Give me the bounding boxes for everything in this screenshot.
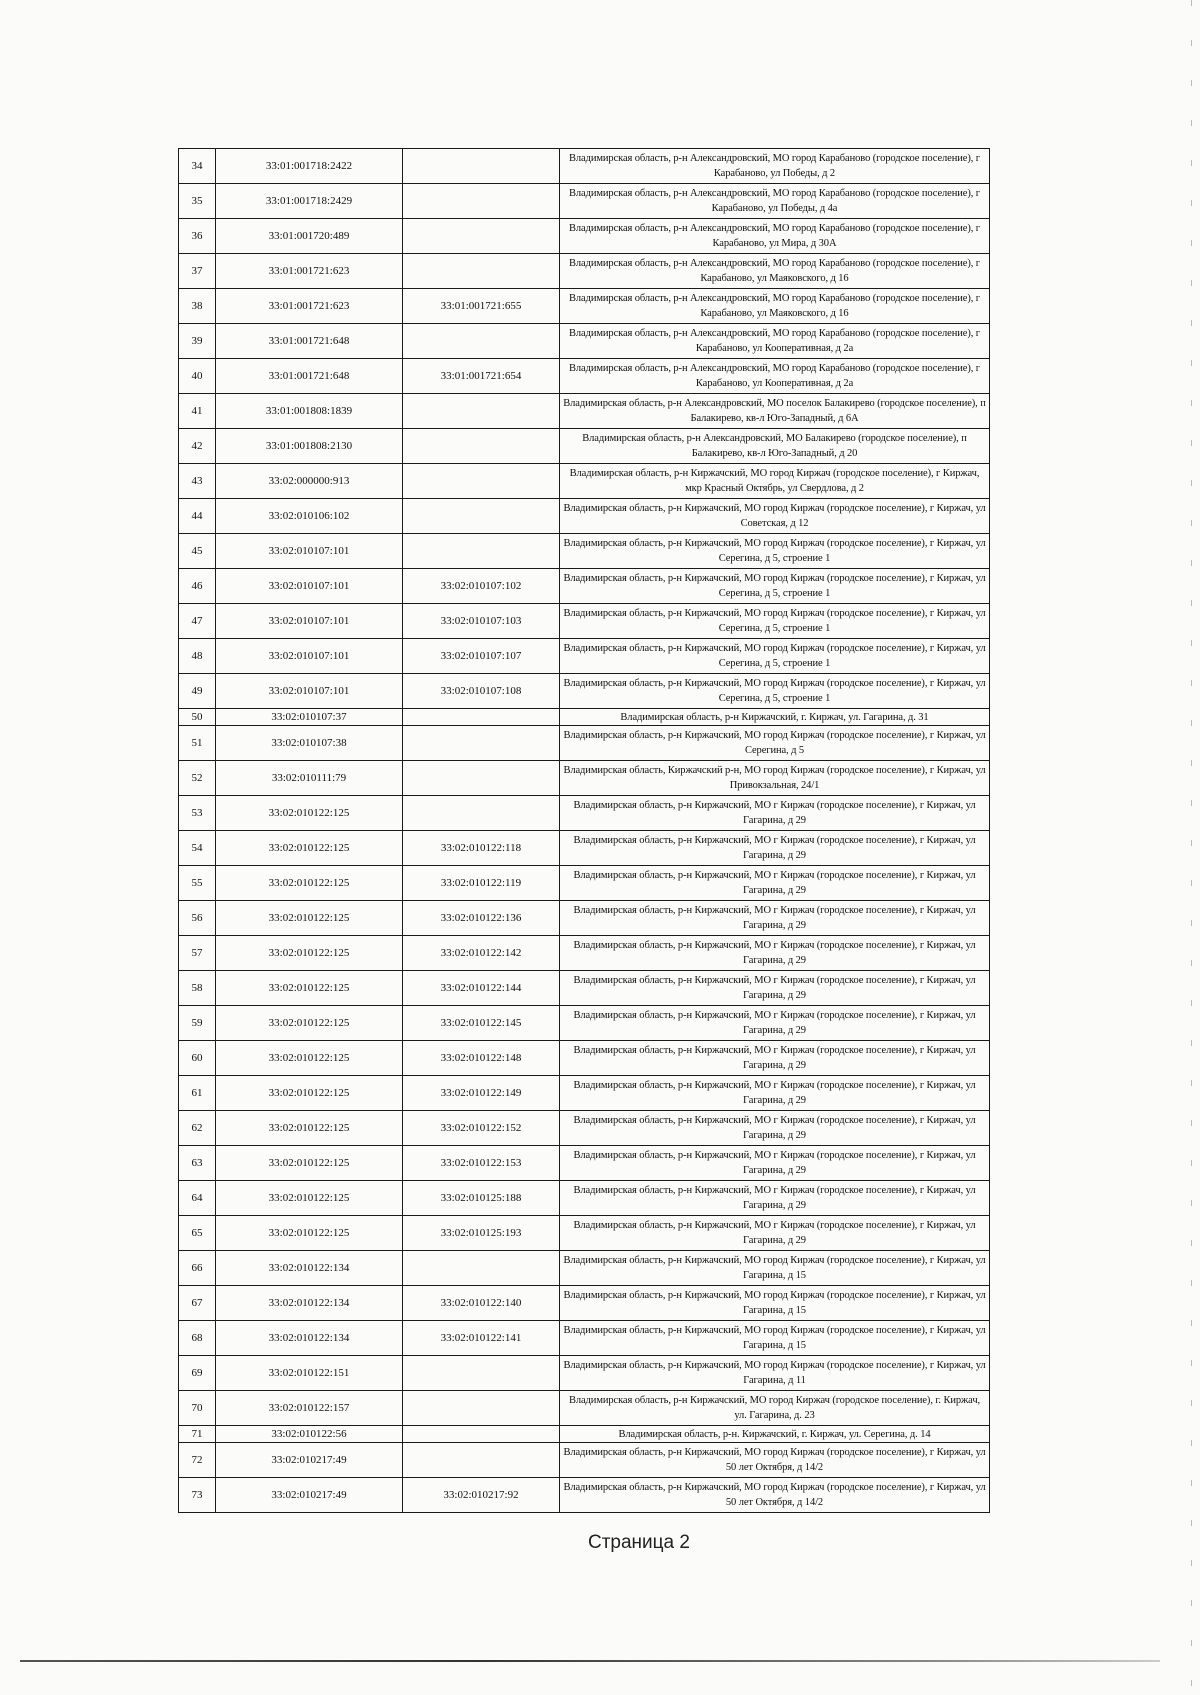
address-cell: Владимирская область, р-н Киржачский, МО город Киржач (городское поселение), г Киржач, ул 50 лет Октября, д 14/2 <box>560 1443 990 1478</box>
related-cadastral-number <box>403 1443 560 1478</box>
cadastral-number: 33:02:010111:79 <box>216 761 403 796</box>
row-number: 48 <box>179 639 216 674</box>
table-row <box>179 866 990 901</box>
row-number: 38 <box>179 289 216 324</box>
related-cadastral-number: 33:02:010125:193 <box>403 1216 560 1251</box>
address-cell: Владимирская область, р-н Киржачский, г. Киржач, ул. Гагарина, д. 31 <box>560 709 990 726</box>
cadastral-number: 33:01:001808:1839 <box>216 394 403 429</box>
table-row <box>179 709 990 726</box>
address-cell: Владимирская область, р-н Киржачский, МО город Киржач (городское поселение), г Киржач, ул 50 лет Октября, д 14/2 <box>560 1478 990 1513</box>
cadastral-number: 33:02:010122:125 <box>216 901 403 936</box>
row-number: 47 <box>179 604 216 639</box>
related-cadastral-number <box>403 254 560 289</box>
row-number: 70 <box>179 1391 216 1426</box>
property-table <box>178 148 990 1513</box>
related-cadastral-number <box>403 394 560 429</box>
table-row <box>179 1321 990 1356</box>
row-number: 67 <box>179 1286 216 1321</box>
related-cadastral-number: 33:01:001721:655 <box>403 289 560 324</box>
address-cell: Владимирская область, р-н Александровский, МО город Карабаново (городское поселение), г Карабаново, ул Кооперативная, д 2а <box>560 359 990 394</box>
table-row <box>179 901 990 936</box>
related-cadastral-number <box>403 184 560 219</box>
table-row <box>179 936 990 971</box>
cadastral-number: 33:02:010122:125 <box>216 831 403 866</box>
related-cadastral-number: 33:02:010125:188 <box>403 1181 560 1216</box>
address-cell: Владимирская область, р-н Киржачский, МО г Киржач (городское поселение), г Киржач, ул Гагарина, д 29 <box>560 1181 990 1216</box>
row-number: 56 <box>179 901 216 936</box>
table-row <box>179 1356 990 1391</box>
related-cadastral-number: 33:02:010122:142 <box>403 936 560 971</box>
row-number: 39 <box>179 324 216 359</box>
table-row <box>179 639 990 674</box>
related-cadastral-number <box>403 429 560 464</box>
row-number: 50 <box>179 709 216 726</box>
row-number: 49 <box>179 674 216 709</box>
address-cell: Владимирская область, р-н Киржачский, МО город Киржач (городское поселение), г Киржач, ул Гагарина, д 11 <box>560 1356 990 1391</box>
address-cell: Владимирская область, р-н Александровский, МО поселок Балакирево (городское поселение), п Балакирево, кв-л Юго-Западный, д 6А <box>560 394 990 429</box>
cadastral-number: 33:02:010122:157 <box>216 1391 403 1426</box>
related-cadastral-number: 33:02:010217:92 <box>403 1478 560 1513</box>
table-row <box>179 796 990 831</box>
row-number: 44 <box>179 499 216 534</box>
table-row <box>179 726 990 761</box>
row-number: 60 <box>179 1041 216 1076</box>
related-cadastral-number <box>403 324 560 359</box>
row-number: 43 <box>179 464 216 499</box>
address-cell: Владимирская область, р-н Киржачский, МО г Киржач (городское поселение), г Киржач, ул Гагарина, д 29 <box>560 971 990 1006</box>
related-cadastral-number: 33:02:010107:107 <box>403 639 560 674</box>
row-number: 57 <box>179 936 216 971</box>
related-cadastral-number <box>403 761 560 796</box>
address-cell: Владимирская область, р-н Киржачский, МО г Киржач (городское поселение), г Киржач, ул Гагарина, д 29 <box>560 1111 990 1146</box>
row-number: 69 <box>179 1356 216 1391</box>
cadastral-number: 33:02:010107:101 <box>216 534 403 569</box>
address-cell: Владимирская область, р-н Киржачский, МО г Киржач (городское поселение), г Киржач, ул Гагарина, д 29 <box>560 936 990 971</box>
related-cadastral-number: 33:02:010122:140 <box>403 1286 560 1321</box>
related-cadastral-number: 33:02:010122:149 <box>403 1076 560 1111</box>
cadastral-number: 33:01:001720:489 <box>216 219 403 254</box>
table-row <box>179 1181 990 1216</box>
cadastral-number: 33:01:001721:648 <box>216 359 403 394</box>
address-cell: Владимирская область, р-н Александровский, МО город Карабаново (городское поселение), г Карабаново, ул Победы, д 4а <box>560 184 990 219</box>
row-number: 37 <box>179 254 216 289</box>
address-cell: Владимирская область, р-н Киржачский, МО город Киржач (городское поселение), г Киржач, мкр Красный Октябрь, ул Свердлова, д 2 <box>560 464 990 499</box>
cadastral-number: 33:02:010122:134 <box>216 1286 403 1321</box>
row-number: 72 <box>179 1443 216 1478</box>
address-cell: Владимирская область, р-н Киржачский, МО город Киржач (городское поселение), г Киржач, ул Гагарина, д 15 <box>560 1251 990 1286</box>
cadastral-number: 33:02:010217:49 <box>216 1443 403 1478</box>
table-row <box>179 499 990 534</box>
row-number: 63 <box>179 1146 216 1181</box>
address-cell: Владимирская область, р-н Киржачский, МО город Киржач (городское поселение), г. Киржач, ул. Гагарина, д. 23 <box>560 1391 990 1426</box>
table-row <box>179 534 990 569</box>
address-cell: Владимирская область, р-н Киржачский, МО город Киржач (городское поселение), г Киржач, ул Гагарина, д 15 <box>560 1286 990 1321</box>
row-number: 68 <box>179 1321 216 1356</box>
cadastral-number: 33:02:010122:125 <box>216 1006 403 1041</box>
related-cadastral-number <box>403 499 560 534</box>
cadastral-number: 33:02:010107:101 <box>216 569 403 604</box>
address-cell: Владимирская область, р-н Киржачский, МО город Киржач (городское поселение), г Киржач, ул Серегина, д 5 <box>560 726 990 761</box>
row-number: 36 <box>179 219 216 254</box>
row-number: 53 <box>179 796 216 831</box>
page-label: Страница 2 <box>588 1532 690 1553</box>
cadastral-number: 33:02:010122:125 <box>216 796 403 831</box>
address-cell: Владимирская область, Киржачский р-н, МО город Киржач (городское поселение), г Киржач, ул Привокзальная, 24/1 <box>560 761 990 796</box>
related-cadastral-number: 33:02:010122:118 <box>403 831 560 866</box>
related-cadastral-number <box>403 1391 560 1426</box>
related-cadastral-number: 33:02:010122:148 <box>403 1041 560 1076</box>
related-cadastral-number: 33:02:010122:145 <box>403 1006 560 1041</box>
address-cell: Владимирская область, р-н Киржачский, МО г Киржач (городское поселение), г Киржач, ул Гагарина, д 29 <box>560 1076 990 1111</box>
address-cell: Владимирская область, р-н Киржачский, МО город Киржач (городское поселение), г Киржач, ул Серегина, д 5, строение 1 <box>560 604 990 639</box>
table-row <box>179 971 990 1006</box>
scan-edge-mark <box>1191 0 1192 1695</box>
address-cell: Владимирская область, р-н Киржачский, МО г Киржач (городское поселение), г Киржач, ул Гагарина, д 29 <box>560 1146 990 1181</box>
row-number: 41 <box>179 394 216 429</box>
cadastral-number: 33:01:001721:648 <box>216 324 403 359</box>
cadastral-number: 33:02:010122:151 <box>216 1356 403 1391</box>
address-cell: Владимирская область, р-н Киржачский, МО город Киржач (городское поселение), г Киржач, ул Серегина, д 5, строение 1 <box>560 639 990 674</box>
table-row <box>179 1286 990 1321</box>
row-number: 35 <box>179 184 216 219</box>
row-number: 45 <box>179 534 216 569</box>
cadastral-number: 33:02:010122:125 <box>216 1041 403 1076</box>
table-row <box>179 219 990 254</box>
cadastral-number: 33:02:010122:125 <box>216 1181 403 1216</box>
related-cadastral-number <box>403 1251 560 1286</box>
cadastral-number: 33:02:010122:125 <box>216 1111 403 1146</box>
row-number: 65 <box>179 1216 216 1251</box>
table-row <box>179 254 990 289</box>
address-cell: Владимирская область, р-н Александровский, МО город Карабаново (городское поселение), г Карабаново, ул Победы, д 2 <box>560 149 990 184</box>
table-row <box>179 761 990 796</box>
cadastral-number: 33:01:001808:2130 <box>216 429 403 464</box>
address-cell: Владимирская область, р-н Киржачский, МО г Киржач (городское поселение), г Киржач, ул Гагарина, д 29 <box>560 866 990 901</box>
cadastral-number: 33:01:001718:2422 <box>216 149 403 184</box>
related-cadastral-number <box>403 534 560 569</box>
related-cadastral-number <box>403 1356 560 1391</box>
table-row <box>179 394 990 429</box>
related-cadastral-number <box>403 796 560 831</box>
related-cadastral-number: 33:01:001721:654 <box>403 359 560 394</box>
table-row <box>179 1426 990 1443</box>
address-cell: Владимирская область, р-н Киржачский, МО г Киржач (городское поселение), г Киржач, ул Гагарина, д 29 <box>560 796 990 831</box>
address-cell: Владимирская область, р-н Киржачский, МО город Киржач (городское поселение), г Киржач, ул Советская, д 12 <box>560 499 990 534</box>
cadastral-number: 33:02:010122:125 <box>216 866 403 901</box>
related-cadastral-number: 33:02:010122:152 <box>403 1111 560 1146</box>
related-cadastral-number <box>403 726 560 761</box>
property-table-body <box>179 149 990 1513</box>
related-cadastral-number: 33:02:010122:144 <box>403 971 560 1006</box>
related-cadastral-number <box>403 1426 560 1443</box>
row-number: 61 <box>179 1076 216 1111</box>
related-cadastral-number: 33:02:010107:108 <box>403 674 560 709</box>
cadastral-number: 33:01:001721:623 <box>216 289 403 324</box>
cadastral-number: 33:02:010122:125 <box>216 936 403 971</box>
address-cell: Владимирская область, р-н Киржачский, МО город Киржач (городское поселение), г Киржач, ул Серегина, д 5, строение 1 <box>560 569 990 604</box>
row-number: 46 <box>179 569 216 604</box>
table-row <box>179 359 990 394</box>
table-row <box>179 149 990 184</box>
cadastral-number: 33:02:010106:102 <box>216 499 403 534</box>
table-row <box>179 1251 990 1286</box>
row-number: 62 <box>179 1111 216 1146</box>
related-cadastral-number: 33:02:010107:103 <box>403 604 560 639</box>
table-row <box>179 1146 990 1181</box>
row-number: 51 <box>179 726 216 761</box>
table-row <box>179 604 990 639</box>
address-cell: Владимирская область, р-н Александровский, МО город Карабаново (городское поселение), г Карабаново, ул Кооперативная, д 2а <box>560 324 990 359</box>
cadastral-number: 33:01:001721:623 <box>216 254 403 289</box>
cadastral-number: 33:02:010122:125 <box>216 1216 403 1251</box>
cadastral-number: 33:02:000000:913 <box>216 464 403 499</box>
scan-edge-line <box>20 1660 1160 1662</box>
cadastral-number: 33:02:010107:37 <box>216 709 403 726</box>
address-cell: Владимирская область, р-н Киржачский, МО г Киржач (городское поселение), г Киржач, ул Гагарина, д 29 <box>560 1041 990 1076</box>
row-number: 73 <box>179 1478 216 1513</box>
table-row <box>179 1076 990 1111</box>
related-cadastral-number: 33:02:010122:141 <box>403 1321 560 1356</box>
address-cell: Владимирская область, р-н Киржачский, МО г Киржач (городское поселение), г Киржач, ул Гагарина, д 29 <box>560 831 990 866</box>
table-row <box>179 324 990 359</box>
cadastral-number: 33:02:010107:38 <box>216 726 403 761</box>
row-number: 58 <box>179 971 216 1006</box>
table-row <box>179 831 990 866</box>
table-row <box>179 1216 990 1251</box>
row-number: 66 <box>179 1251 216 1286</box>
cadastral-number: 33:02:010107:101 <box>216 639 403 674</box>
cadastral-number: 33:02:010122:134 <box>216 1251 403 1286</box>
address-cell: Владимирская область, р-н Александровский, МО город Карабаново (городское поселение), г Карабаново, ул Мира, д 30А <box>560 219 990 254</box>
row-number: 55 <box>179 866 216 901</box>
table-row <box>179 569 990 604</box>
related-cadastral-number <box>403 464 560 499</box>
address-cell: Владимирская область, р-н Киржачский, МО г Киржач (городское поселение), г Киржач, ул Гагарина, д 29 <box>560 901 990 936</box>
table-row <box>179 1391 990 1426</box>
table-row <box>179 1041 990 1076</box>
cadastral-number: 33:02:010107:101 <box>216 604 403 639</box>
cadastral-number: 33:01:001718:2429 <box>216 184 403 219</box>
row-number: 71 <box>179 1426 216 1443</box>
table-row <box>179 1111 990 1146</box>
related-cadastral-number <box>403 709 560 726</box>
address-cell: Владимирская область, р-н Александровский, МО город Карабаново (городское поселение), г Карабаново, ул Маяковского, д 16 <box>560 254 990 289</box>
table-row <box>179 289 990 324</box>
related-cadastral-number: 33:02:010122:136 <box>403 901 560 936</box>
row-number: 40 <box>179 359 216 394</box>
related-cadastral-number <box>403 149 560 184</box>
row-number: 64 <box>179 1181 216 1216</box>
row-number: 59 <box>179 1006 216 1041</box>
cadastral-number: 33:02:010122:56 <box>216 1426 403 1443</box>
table-row <box>179 674 990 709</box>
table-row <box>179 1006 990 1041</box>
address-cell: Владимирская область, р-н. Киржачский, г. Киржач, ул. Серегина, д. 14 <box>560 1426 990 1443</box>
row-number: 52 <box>179 761 216 796</box>
cadastral-number: 33:02:010107:101 <box>216 674 403 709</box>
table-row <box>179 1443 990 1478</box>
address-cell: Владимирская область, р-н Киржачский, МО город Киржач (городское поселение), г Киржач, ул Серегина, д 5, строение 1 <box>560 674 990 709</box>
related-cadastral-number: 33:02:010107:102 <box>403 569 560 604</box>
cadastral-number: 33:02:010217:49 <box>216 1478 403 1513</box>
related-cadastral-number <box>403 219 560 254</box>
cadastral-number: 33:02:010122:125 <box>216 1076 403 1111</box>
table-row <box>179 464 990 499</box>
row-number: 42 <box>179 429 216 464</box>
address-cell: Владимирская область, р-н Киржачский, МО город Киржач (городское поселение), г Киржач, ул Серегина, д 5, строение 1 <box>560 534 990 569</box>
related-cadastral-number: 33:02:010122:153 <box>403 1146 560 1181</box>
address-cell: Владимирская область, р-н Александровский, МО Балакирево (городское поселение), п Балакирево, кв-л Юго-Западный, д 20 <box>560 429 990 464</box>
table-row <box>179 184 990 219</box>
row-number: 54 <box>179 831 216 866</box>
address-cell: Владимирская область, р-н Киржачский, МО г Киржач (городское поселение), г Киржач, ул Гагарина, д 29 <box>560 1216 990 1251</box>
cadastral-number: 33:02:010122:125 <box>216 1146 403 1181</box>
related-cadastral-number: 33:02:010122:119 <box>403 866 560 901</box>
cadastral-number: 33:02:010122:134 <box>216 1321 403 1356</box>
row-number: 34 <box>179 149 216 184</box>
address-cell: Владимирская область, р-н Киржачский, МО город Киржач (городское поселение), г Киржач, ул Гагарина, д 15 <box>560 1321 990 1356</box>
address-cell: Владимирская область, р-н Александровский, МО город Карабаново (городское поселение), г Карабаново, ул Маяковского, д 16 <box>560 289 990 324</box>
address-cell: Владимирская область, р-н Киржачский, МО г Киржач (городское поселение), г Киржач, ул Гагарина, д 29 <box>560 1006 990 1041</box>
table-row <box>179 429 990 464</box>
table-row <box>179 1478 990 1513</box>
cadastral-number: 33:02:010122:125 <box>216 971 403 1006</box>
